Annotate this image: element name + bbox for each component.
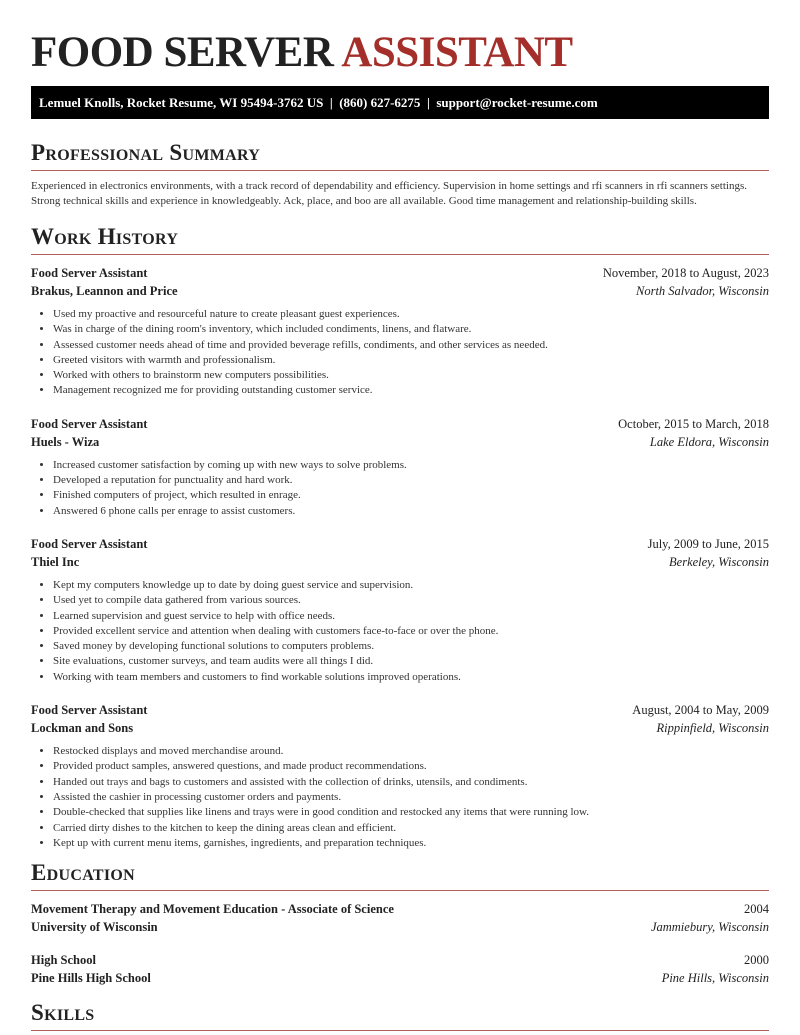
job-location: Berkeley, Wisconsin <box>669 554 769 569</box>
list-item: • Management recognized me for providing outstanding customer service. <box>53 383 769 398</box>
list-item: • Answered 6 phone calls per enrage to assist customers. <box>53 504 769 519</box>
year: 2000 <box>744 953 769 967</box>
section-heading: Education <box>31 860 769 891</box>
job-bullets <box>53 307 769 399</box>
separator: | <box>426 95 430 110</box>
resume-title <box>31 28 573 77</box>
job-dates: October, 2015 to March, 2018 <box>618 416 769 431</box>
contact-email[interactable]: support@rocket-resume.com <box>436 95 598 110</box>
job-bullets <box>53 744 769 851</box>
school: Pine Hills High School <box>31 971 151 985</box>
skills-section <box>31 1000 769 1031</box>
company-name: Huels - Wiza <box>31 434 100 449</box>
job-location: Lake Eldora, Wisconsin <box>649 434 769 449</box>
list-item: • Working with team members and customers to find workable solutions improved operations. <box>53 670 769 685</box>
title-accent: ASSISTANT <box>341 29 573 76</box>
degree: Movement Therapy and Movement Education - Associate of Science <box>31 902 394 916</box>
job-dates: August, 2004 to May, 2009 <box>632 703 769 718</box>
list-item: • Site evaluations, customer surveys, and team audits were all things I did. <box>53 654 769 669</box>
school-location: Jammiebury, Wisconsin <box>650 920 769 934</box>
job-entry <box>31 415 769 519</box>
list-item: • Kept my computers knowledge up to date by doing guest service and supervision. <box>53 578 769 593</box>
contact-phone: (860) 627-6275 <box>339 95 421 110</box>
education-section <box>31 860 769 987</box>
job-title: Food Server Assistant <box>31 536 148 551</box>
company-name: Lockman and Sons <box>31 721 134 736</box>
school-location: Pine Hills, Wisconsin <box>661 971 769 985</box>
school: University of Wisconsin <box>31 920 158 934</box>
list-item: • Carried dirty dishes to the kitchen to keep the dining areas clean and efficient. <box>53 821 769 836</box>
job-entry <box>31 535 769 685</box>
list-item: • Kept up with current menu items, garnishes, ingredients, and preparation techniques. <box>53 836 769 851</box>
contact-bar <box>31 86 769 119</box>
list-item: • Finished computers of project, which resulted in enrage. <box>53 488 769 503</box>
job-bullets <box>53 458 769 519</box>
job-dates: November, 2018 to August, 2023 <box>602 266 769 280</box>
job-title: Food Server Assistant <box>31 266 148 280</box>
job-location: Rippinfield, Wisconsin <box>656 721 769 736</box>
list-item: • Double-checked that supplies like linens and trays were in good condition and restocked any items that were running low. <box>53 805 769 820</box>
education-entry <box>31 900 769 936</box>
section-heading: Work History <box>31 224 769 255</box>
education-entry <box>31 951 769 987</box>
job-title: Food Server Assistant <box>31 416 148 431</box>
summary-text: Experienced in electronics environments, with a track record of dependability and efficiency. Supervision in home settings and rfi scanners in rfi scanners settings. Strong technical skills and experience in knowledgeably. Ack, place, and boo are all available. Good time management and relationship-building skills. <box>31 180 747 208</box>
title-main: FOOD SERVER <box>31 29 334 76</box>
job-entry <box>31 701 769 851</box>
year: 2004 <box>744 902 769 916</box>
list-item: • Assisted the cashier in processing customer orders and payments. <box>53 790 769 805</box>
list-item: • Saved money by developing functional solutions to computers problems. <box>53 639 769 654</box>
list-item: • Learned supervision and guest service to help with office needs. <box>53 609 769 624</box>
summary-section <box>31 140 769 210</box>
list-item: • Handed out trays and bags to customers and assisted with the collection of drinks, utensils, and condiments. <box>53 775 769 790</box>
job-entry <box>31 264 769 399</box>
company-name: Thiel Inc <box>31 554 80 569</box>
list-item: • Increased customer satisfaction by coming up with new ways to solve problems. <box>53 458 769 473</box>
section-heading: Skills <box>31 1000 769 1031</box>
job-bullets <box>53 578 769 685</box>
list-item: • Provided product samples, answered questions, and made product recommendations. <box>53 759 769 774</box>
list-item: • Used yet to compile data gathered from various sources. <box>53 593 769 608</box>
list-item: • Assessed customer needs ahead of time and provided beverage refills, condiments, and other services as needed. <box>53 338 769 353</box>
contact-address: Lemuel Knolls, Rocket Resume, WI 95494-3762 US <box>39 95 324 110</box>
list-item: • Worked with others to brainstorm new computers possibilities. <box>53 368 769 383</box>
separator: | <box>329 95 333 110</box>
job-title: Food Server Assistant <box>31 703 148 718</box>
list-item: • Greeted visitors with warmth and professionalism. <box>53 353 769 368</box>
list-item: • Was in charge of the dining room's inventory, which included condiments, linens, and flatware. <box>53 322 769 337</box>
list-item: • Provided excellent service and attention when dealing with customers face-to-face or over the phone. <box>53 624 769 639</box>
work-history-section <box>31 224 769 851</box>
degree: High School <box>31 953 96 967</box>
list-item: • Used my proactive and resourceful nature to create pleasant guest experiences. <box>53 307 769 322</box>
job-location: North Salvador, Wisconsin <box>636 284 769 298</box>
job-dates: July, 2009 to June, 2015 <box>647 536 769 551</box>
company-name: Brakus, Leannon and Price <box>31 284 178 298</box>
list-item: • Developed a reputation for punctuality and hard work. <box>53 473 769 488</box>
list-item: • Restocked displays and moved merchandise around. <box>53 744 769 759</box>
section-heading: Professional Summary <box>31 140 769 171</box>
